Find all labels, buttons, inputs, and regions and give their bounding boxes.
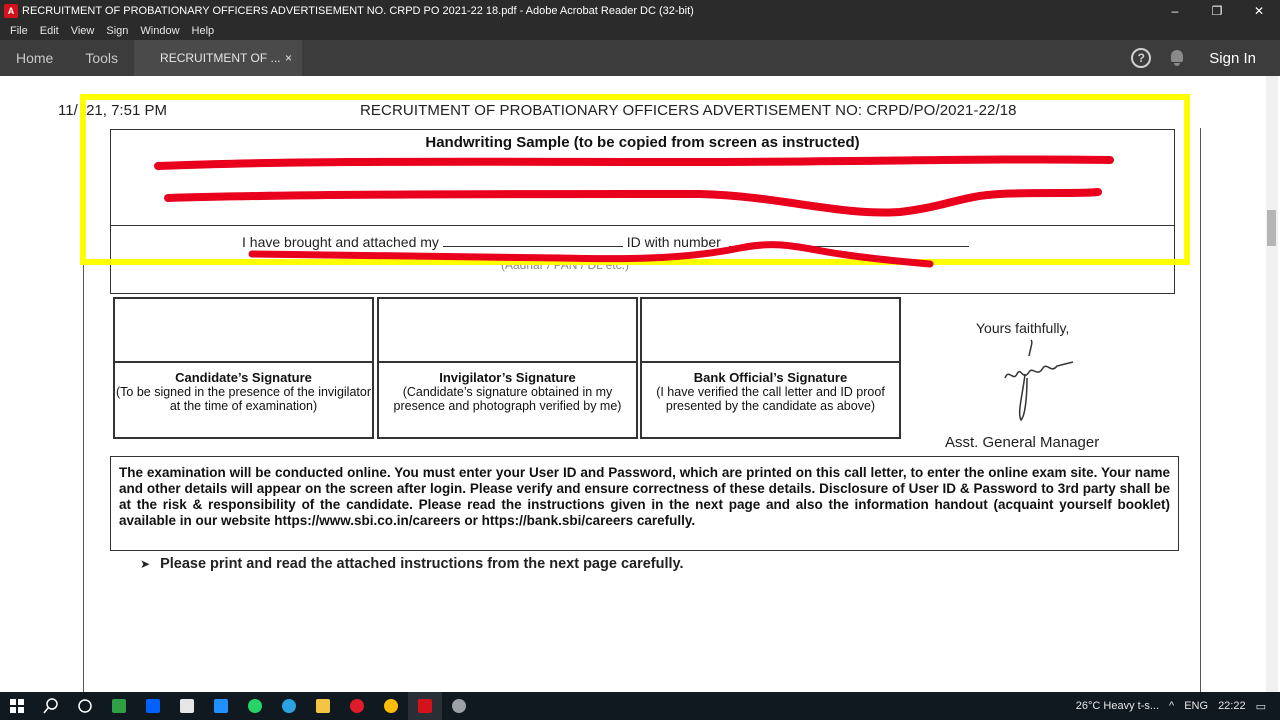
invigilator-signature-box: [377, 297, 638, 439]
menu-bar: [0, 22, 1280, 40]
dropbox-icon[interactable]: [136, 692, 170, 720]
acrobat-icon: A: [4, 4, 18, 18]
telegram-icon[interactable]: [272, 692, 306, 720]
window-title: RECRUITMENT OF PROBATIONARY OFFICERS ADVERTISEMENT NO. CRPD PO 2021-22 18.pdf - Adobe Acrobat Reader DC (32-bit): [22, 5, 694, 17]
notifications-icon[interactable]: ▭: [1255, 700, 1266, 713]
menu-help[interactable]: Help: [191, 25, 215, 37]
windows-start-icon[interactable]: [0, 692, 34, 720]
help-icon[interactable]: ?: [1131, 48, 1151, 68]
signature-caption: [642, 361, 899, 439]
document-viewer[interactable]: [0, 76, 1280, 692]
app-icon[interactable]: [170, 692, 204, 720]
note-text: Please print and read the attached instructions from the next page carefully.: [160, 556, 684, 572]
handwriting-sample-title: Handwriting Sample (to be copied from screen as instructed): [425, 134, 860, 151]
signature-title: Bank Official’s Signature: [693, 370, 848, 385]
print-instructions-note: [140, 556, 684, 572]
tab-bar: [0, 40, 1280, 76]
candidate-signature-box: [113, 297, 374, 439]
page-edge: [83, 236, 84, 692]
document-header-title: RECRUITMENT OF PROBATIONARY OFFICERS ADVERTISEMENT NO: CRPD/PO/2021-22/18: [360, 102, 1017, 119]
bell-icon[interactable]: [1169, 49, 1185, 67]
system-tray: [1076, 700, 1280, 713]
print-timestamp: 11/ /21, 7:51 PM: [58, 102, 167, 119]
chrome-icon[interactable]: [374, 692, 408, 720]
language-indicator[interactable]: ENG: [1184, 700, 1209, 712]
signature-desc: (To be signed in the presence of the invigilator at the time of examination): [115, 385, 372, 413]
id-line-mid: ID with number: [626, 234, 721, 250]
store-icon[interactable]: [204, 692, 238, 720]
yellow-highlight-annotation: [80, 94, 1190, 265]
menu-sign[interactable]: Sign: [106, 25, 129, 37]
signature-caption: [379, 361, 636, 439]
file-explorer-icon[interactable]: [306, 692, 340, 720]
acrobat-icon[interactable]: [408, 692, 442, 720]
window-title-bar: [0, 0, 1280, 22]
close-tab-icon[interactable]: ×: [285, 51, 293, 65]
signature-title: Candidate’s Signature: [175, 370, 312, 385]
vertical-scrollbar[interactable]: [1266, 76, 1278, 692]
id-line-prefix: I have brought and attached my: [242, 234, 439, 250]
scrollbar-thumb[interactable]: [1267, 210, 1276, 246]
tab-document-label: RECRUITMENT OF ...: [160, 51, 281, 65]
sign-in-button[interactable]: Sign In: [1209, 49, 1256, 67]
yours-faithfully: Yours faithfully,: [976, 320, 1070, 336]
tab-document[interactable]: [134, 40, 302, 76]
tray-chevron-icon[interactable]: ^: [1169, 700, 1175, 712]
cortana-icon[interactable]: [68, 692, 102, 720]
signature-desc: (Candidate’s signature obtained in my presence and photograph verified by me): [393, 385, 622, 413]
bank-official-signature-box: [640, 297, 901, 439]
menu-file[interactable]: File: [10, 25, 28, 37]
menu-edit[interactable]: Edit: [39, 25, 59, 37]
signatory-designation: Asst. General Manager: [945, 434, 1100, 451]
signature-caption: [115, 361, 372, 439]
signature-desc: (I have verified the call letter and ID proof presented by the candidate as above): [656, 385, 885, 413]
task-view-icon[interactable]: [102, 692, 136, 720]
tab-home[interactable]: Home: [16, 50, 54, 66]
id-type-hint: (Aadhar / PAN / DL etc.): [501, 258, 630, 272]
opera-icon[interactable]: [340, 692, 374, 720]
page-edge: [1200, 128, 1201, 692]
minimize-button[interactable]: –: [1171, 4, 1179, 18]
handwritten-signature: [995, 338, 1085, 428]
close-window-button[interactable]: ✕: [1253, 4, 1265, 18]
signature-title: Invigilator’s Signature: [439, 370, 576, 385]
clock[interactable]: 22:22: [1218, 700, 1246, 712]
menu-view[interactable]: View: [70, 25, 95, 37]
weather-widget[interactable]: 26°C Heavy t-s...: [1075, 700, 1160, 712]
whatsapp-icon[interactable]: [238, 692, 272, 720]
menu-window[interactable]: Window: [140, 25, 180, 37]
restore-button[interactable]: ❐: [1211, 4, 1223, 18]
tab-tools[interactable]: Tools: [85, 50, 119, 66]
search-icon[interactable]: [34, 692, 68, 720]
exam-notice: The examination will be conducted online. You must enter your User ID and Password, which are printed on this call letter, to enter the online exam site. Your name and other details will appear on the screen after login. Please verify and ensure correctness of these details. Disclosure of User ID & Password to 3rd party shall be at the risk & responsibility of the candidate. Please read the instructions given in the next page and also the information handout (acquaint yourself booklet) available in our website https://www.sbi.co.in/careers or https://bank.sbi/careers carefully.: [110, 456, 1179, 551]
windows-taskbar: [0, 692, 1280, 720]
arrow-bullet-icon: ➤: [140, 557, 151, 571]
settings-icon[interactable]: [442, 692, 476, 720]
